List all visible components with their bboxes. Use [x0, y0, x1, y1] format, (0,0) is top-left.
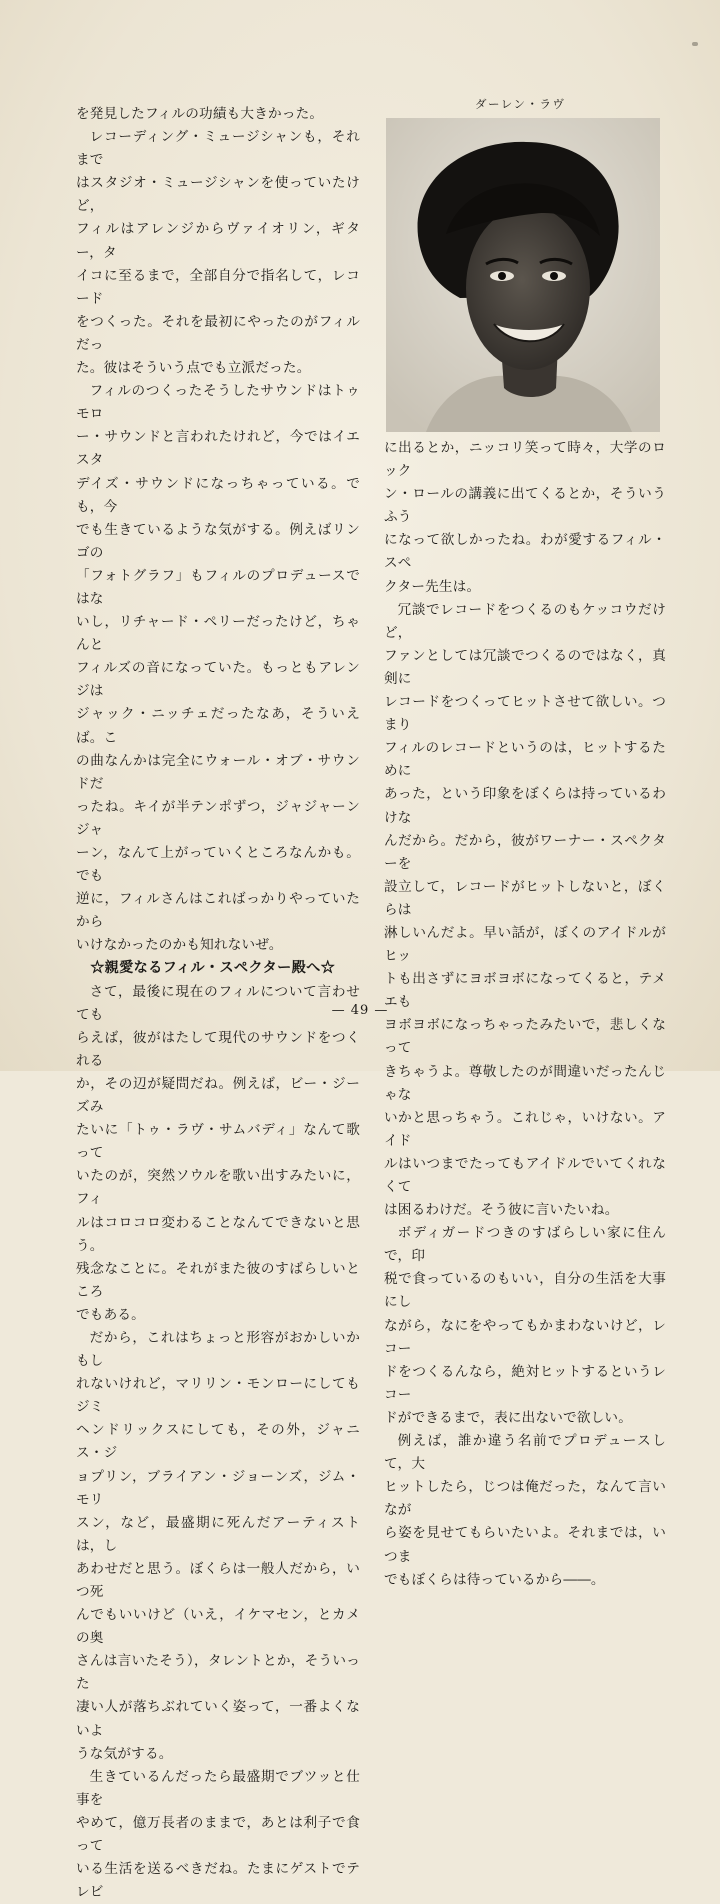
section-heading: ☆親愛なるフィル・スペクター殿へ☆ [90, 960, 336, 977]
paragraph: だから，これはちょっと形容がおかしいかもし れないけれど，マリリン・モンローにしてもジミ ヘンドリックスにしても，その外，ジャニス・ジ ョプリン，ブライアン・ジョーンズ，ジム・モリ スン，など，最盛期に死んだアーティストは，し あわせだと思う。ぼくらは一般人だから，いつ死 んでもいいけど（いえ，イケマセン，とカメの奥 さんは言いたそう），タレントとか，そういった 凄い人が落ちぶれていく姿って，一番よくないよ うな気がする。 [76, 1329, 360, 1762]
portrait-photo [386, 118, 660, 432]
paragraph: に出るとか，ニッコリ笑って時々，大学のロック ン・ロールの講義に出てくるとか，そういうふう になって欲しかったね。わが愛するフィル・スペ クター先生は。 [384, 440, 666, 595]
portrait-illustration [386, 118, 660, 432]
paragraph: 例えば，誰か違う名前でプロデュースして，大 ヒットしたら，じつは俺だった，なんて言いなが ら姿を見せてもらいたいよ。それまでは，いつま でもぼくらは待っているから――。 [384, 1433, 666, 1588]
paragraph: 生きているんだったら最盛期でブツッと仕事を やめて，億万長者のままで，あとは利子で食って いる生活を送るべきだね。たまにゲストでテレビ [76, 1768, 360, 1901]
paragraph: レコーディング・ミュージシャンも，それまで はスタジオ・ミュージシャンを使っていたけど， フィルはアレンジからヴァイオリン，ギター，タ イコに至るまで，全部自分で指名して，レコード をつくった。それを最初にやったのがフィルだっ た。彼はそういう点でも立派だった。 [76, 129, 360, 377]
paragraph: を発見したフィルの功績も大きかった。 [76, 106, 324, 122]
paper-speck [692, 42, 698, 46]
paragraph: フィルのつくったそうしたサウンドはトゥモロ ー・サウンドと言われたけれど，今ではイエスタ デイズ・サウンドになっちゃっている。でも，今 でも生きているような気がする。例えばリンゴの 「フォトグラフ」もフィルのプロデュースではな いし，リチャード・ペリーだったけど，ちゃんと フィルズの音になっていた。もっともアレンジは ジャック・ニッチェだったなあ，そういえば。こ の曲なんかは完全にウォール・オブ・サウンドだ ったね。キイが半テンポずつ，ジャジャーンジャ ーン，なんて上がっていくところなんかも。でも 逆に，フィルさんはこればっかりやっていたから いけなかったのかも知れないぜ。 [76, 383, 360, 954]
page-number: — 49 — [331, 1003, 389, 1018]
paragraph: さて，最後に現在のフィルについて言わせても らえば，彼がはたして現代のサウンドをつくれる か，その辺が疑問だね。例えば，ビー・ジーズみ たいに「トゥ・ラヴ・サムバディ」なんて歌って いたのが，突然ソウルを歌い出すみたいに，フィ ルはコロコロ変わることなんてできないと思う。 残念なことに。それがまた彼のすばらしいところ でもある。 [76, 983, 360, 1323]
photo-caption: ダーレン・ラヴ [475, 97, 566, 111]
paragraph: ボディガードつきのすばらしい家に住んで，印 税で食っているのもいい，自分の生活を大事にし ながら，なにをやってもかまわないけど，レコー ドをつくるんなら，絶対ヒットするというレコー ドができるまで，表に出ないで欲しい。 [384, 1225, 666, 1426]
paragraph: 冗談でレコードをつくるのもケッコウだけど， ファンとしては冗談でつくるのではなく，真剣に レコードをつくってヒットさせて欲しい。つまり フィルのレコードというのは，ヒットするために あった，という印象をぼくらは持っているわけな んだから。だから，彼がワーナー・スペクターを 設立して，レコードがヒットしないと，ぼくらは 淋しいんだよ。早い話が，ぼくのアイドルがヒッ トも出さずにヨボヨボになってくると，テメエも ヨボヨボになっちゃったみたいで，悲しくなって きちゃうよ。尊敬したのが間違いだったんじゃな いかと思っちゃう。これじゃ，いけない。アイド ルはいつまでたってもアイドルでいてくれなくて は困るわけだ。そう彼に言いたいね。 [384, 601, 666, 1219]
